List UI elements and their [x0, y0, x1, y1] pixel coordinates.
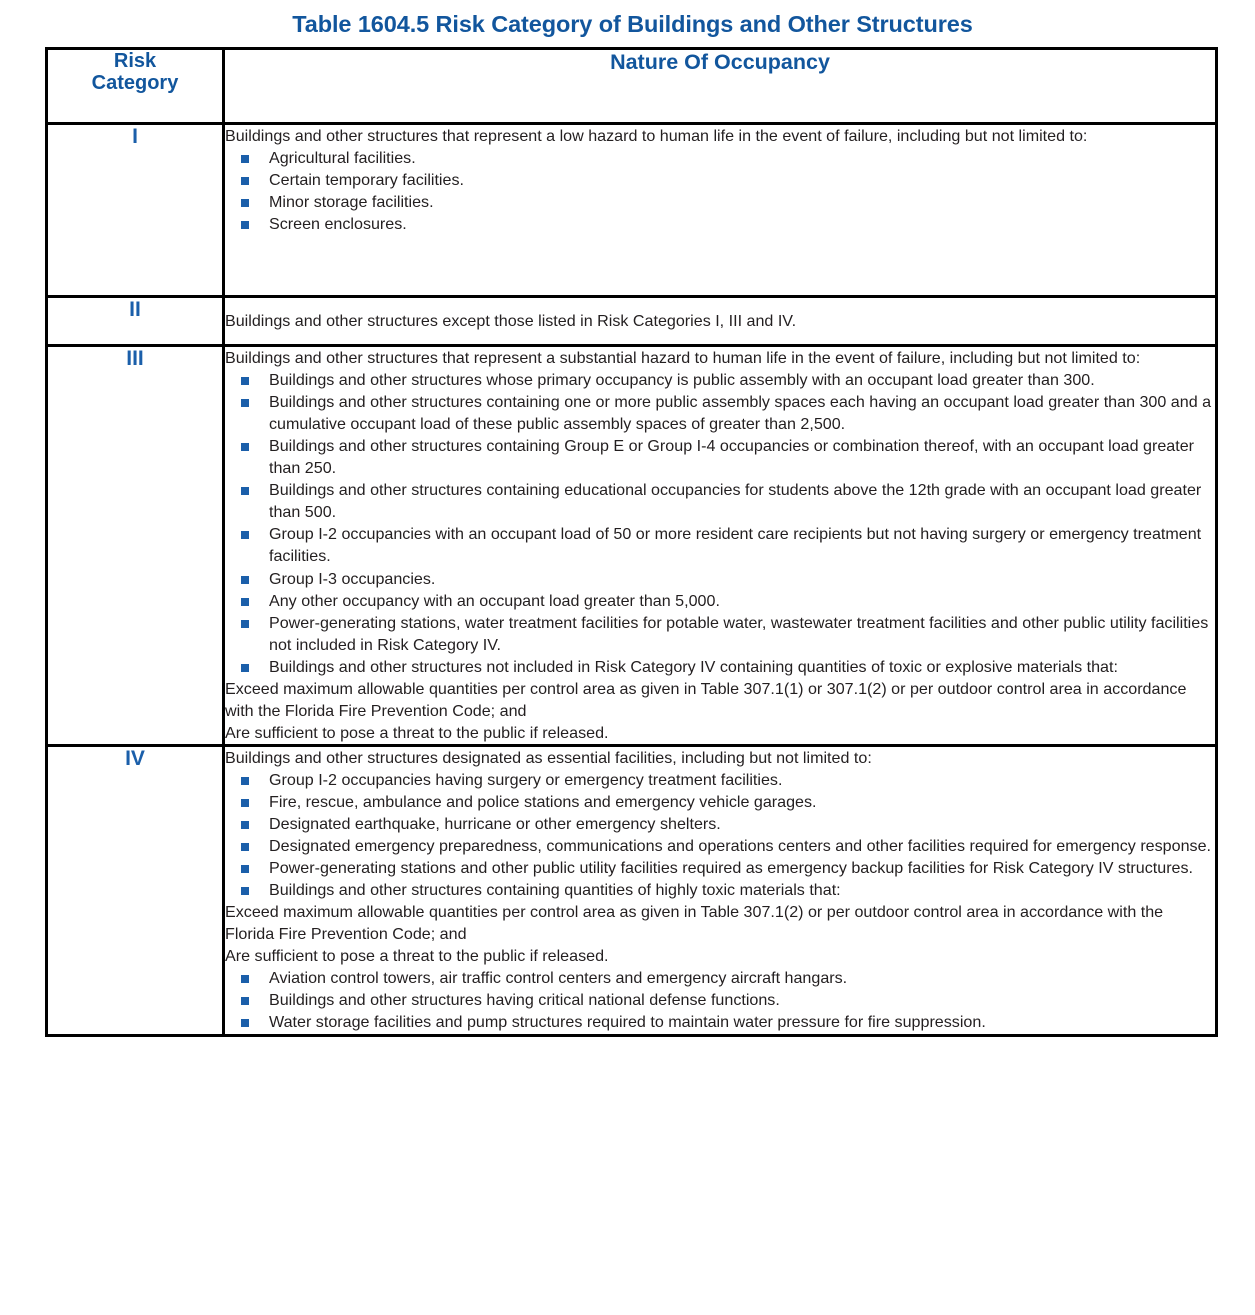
list-item: [225, 147, 1215, 169]
square-bullet-icon: [241, 821, 249, 829]
list-item-label: Designated emergency preparedness, communications and operations centers and other facilities required for emergency response.: [269, 837, 1212, 856]
list-item: [225, 769, 1215, 791]
list-item-label: Power-generating stations, water treatment facilities for potable water, wastewater treatment facilities and other public utility facilities not included in Risk Category IV.: [269, 613, 1209, 654]
list-item: [225, 989, 1215, 1011]
cell-lead-text: Buildings and other structures that represent a substantial hazard to human life in the event of failure, including but not limited to:: [225, 349, 1141, 368]
list-item: [225, 813, 1215, 835]
table-row: [47, 346, 1217, 746]
square-bullet-icon: [241, 843, 249, 851]
risk-category-value: III: [47, 346, 224, 746]
square-bullet-icon: [241, 377, 249, 385]
list-item-label: Buildings and other structures whose primary occupancy is public assembly with an occupant load greater than 300.: [269, 371, 1095, 390]
square-bullet-icon: [241, 177, 249, 185]
square-bullet-icon: [241, 620, 249, 628]
list-item: [225, 612, 1215, 656]
risk-category-table: [45, 47, 1218, 1037]
list-item-label: Power-generating stations and other public utility facilities required as emergency backup facilities for Risk Category IV structures.: [269, 859, 1194, 878]
square-bullet-icon: [241, 887, 249, 895]
list-item-label: Agricultural facilities.: [269, 149, 416, 168]
risk-category-value: IV: [47, 745, 224, 1035]
cell-trailing-text: Exceed maximum allowable quantities per control area as given in Table 307.1(2) or per outdoor control area in accordance with the Florida Fire Prevention Code; and: [225, 903, 1164, 944]
cell-trailing-text: Are sufficient to pose a threat to the public if released.: [225, 947, 609, 966]
bullet-list: [225, 769, 1215, 901]
list-item: [225, 391, 1215, 435]
square-bullet-icon: [241, 777, 249, 785]
square-bullet-icon: [241, 664, 249, 672]
cell-lead-text: Buildings and other structures designated as essential facilities, including but not limited to:: [225, 748, 872, 767]
list-item: [225, 857, 1215, 879]
square-bullet-icon: [241, 487, 249, 495]
cell-lead-text: Buildings and other structures that represent a low hazard to human life in the event of failure, including but not limited to:: [225, 127, 1088, 145]
square-bullet-icon: [241, 799, 249, 807]
table-row: [47, 124, 1217, 297]
nature-of-occupancy-cell: [224, 124, 1217, 297]
list-item: [225, 1011, 1215, 1033]
page-title: Table 1604.5 Risk Category of Buildings and Other Structures: [292, 11, 973, 37]
list-item: [225, 835, 1215, 857]
list-item: [225, 879, 1215, 901]
list-item: [225, 479, 1215, 523]
square-bullet-icon: [241, 598, 249, 606]
list-item-label: Group I-2 occupancies having surgery or emergency treatment facilities.: [269, 770, 783, 789]
cell-trailing-text: Are sufficient to pose a threat to the public if released.: [225, 723, 609, 742]
square-bullet-icon: [241, 1019, 249, 1027]
square-bullet-icon: [241, 221, 249, 229]
square-bullet-icon: [241, 199, 249, 207]
square-bullet-icon: [241, 975, 249, 983]
bullet-list: [225, 147, 1215, 235]
list-item-label: Buildings and other structures containing one or more public assembly spaces each having an occupant load greater than 300 and a cumulative occupant load of these public assembly spaces of greater than 2,500.: [269, 393, 1212, 434]
cell-lead-text: Buildings and other structures except those listed in Risk Categories I, III and IV.: [225, 312, 797, 330]
list-item-label: Designated earthquake, hurricane or other emergency shelters.: [269, 815, 721, 834]
table-body: [47, 124, 1217, 1036]
square-bullet-icon: [241, 865, 249, 873]
list-item-label: Minor storage facilities.: [269, 193, 434, 212]
list-item-label: Certain temporary facilities.: [269, 171, 464, 190]
list-item: [225, 568, 1215, 590]
list-item: [225, 656, 1215, 678]
list-item: [225, 590, 1215, 612]
nature-of-occupancy-cell: [224, 346, 1217, 746]
risk-category-value: II: [47, 297, 224, 346]
table-row: [47, 745, 1217, 1035]
list-item-label: Fire, rescue, ambulance and police stations and emergency vehicle garages.: [269, 792, 817, 811]
list-item-label: Buildings and other structures having critical national defense functions.: [269, 991, 780, 1010]
list-item: [225, 213, 1215, 235]
column-header-risk-category-line1: Risk: [113, 50, 157, 72]
column-header-risk-category: [47, 49, 224, 124]
list-item-label: Buildings and other structures containing educational occupancies for students above the 12th grade with an occupant load greater than 500.: [269, 481, 1202, 522]
list-item-label: Any other occupancy with an occupant load greater than 5,000.: [269, 591, 720, 610]
list-item: [225, 169, 1215, 191]
list-item-label: Group I-2 occupancies with an occupant load of 50 or more resident care recipients but not having surgery or emergency treatment facilities.: [269, 525, 1202, 566]
column-header-nature-of-occupancy: Nature Of Occupancy: [224, 49, 1217, 124]
square-bullet-icon: [241, 399, 249, 407]
list-item-label: Water storage facilities and pump structures required to maintain water pressure for fire suppression.: [269, 1013, 986, 1032]
table-row: [47, 297, 1217, 346]
risk-category-value: I: [47, 124, 224, 297]
list-item: [225, 791, 1215, 813]
square-bullet-icon: [241, 531, 249, 539]
list-item-label: Buildings and other structures not included in Risk Category IV containing quantities of toxic or explosive materials that:: [269, 657, 1118, 676]
cell-trailing-text: Exceed maximum allowable quantities per control area as given in Table 307.1(1) or 307.1(2) or per outdoor control area in accordance with the Florida Fire Prevention Code; and: [225, 679, 1187, 720]
square-bullet-icon: [241, 443, 249, 451]
list-item-label: Buildings and other structures containing quantities of highly toxic materials that:: [269, 881, 841, 900]
list-item: [225, 967, 1215, 989]
nature-of-occupancy-cell: [224, 745, 1217, 1035]
list-item: [225, 435, 1215, 479]
column-header-risk-category-line2: Category: [91, 72, 179, 95]
list-item-label: Aviation control towers, air traffic control centers and emergency aircraft hangars.: [269, 969, 848, 988]
square-bullet-icon: [241, 997, 249, 1005]
list-item: [225, 191, 1215, 213]
bullet-list-after-trailing: [225, 967, 1215, 1033]
bullet-list: [225, 369, 1215, 678]
square-bullet-icon: [241, 155, 249, 163]
list-item: [225, 523, 1215, 567]
list-item: [225, 369, 1215, 391]
square-bullet-icon: [241, 576, 249, 584]
list-item-label: Buildings and other structures containing Group E or Group I-4 occupancies or combination thereof, with an occupant load greater than 250.: [269, 437, 1195, 478]
list-item-label: Screen enclosures.: [269, 215, 407, 234]
table-header-row: [47, 49, 1217, 124]
list-item-label: Group I-3 occupancies.: [269, 569, 436, 588]
nature-of-occupancy-cell: [224, 297, 1217, 346]
